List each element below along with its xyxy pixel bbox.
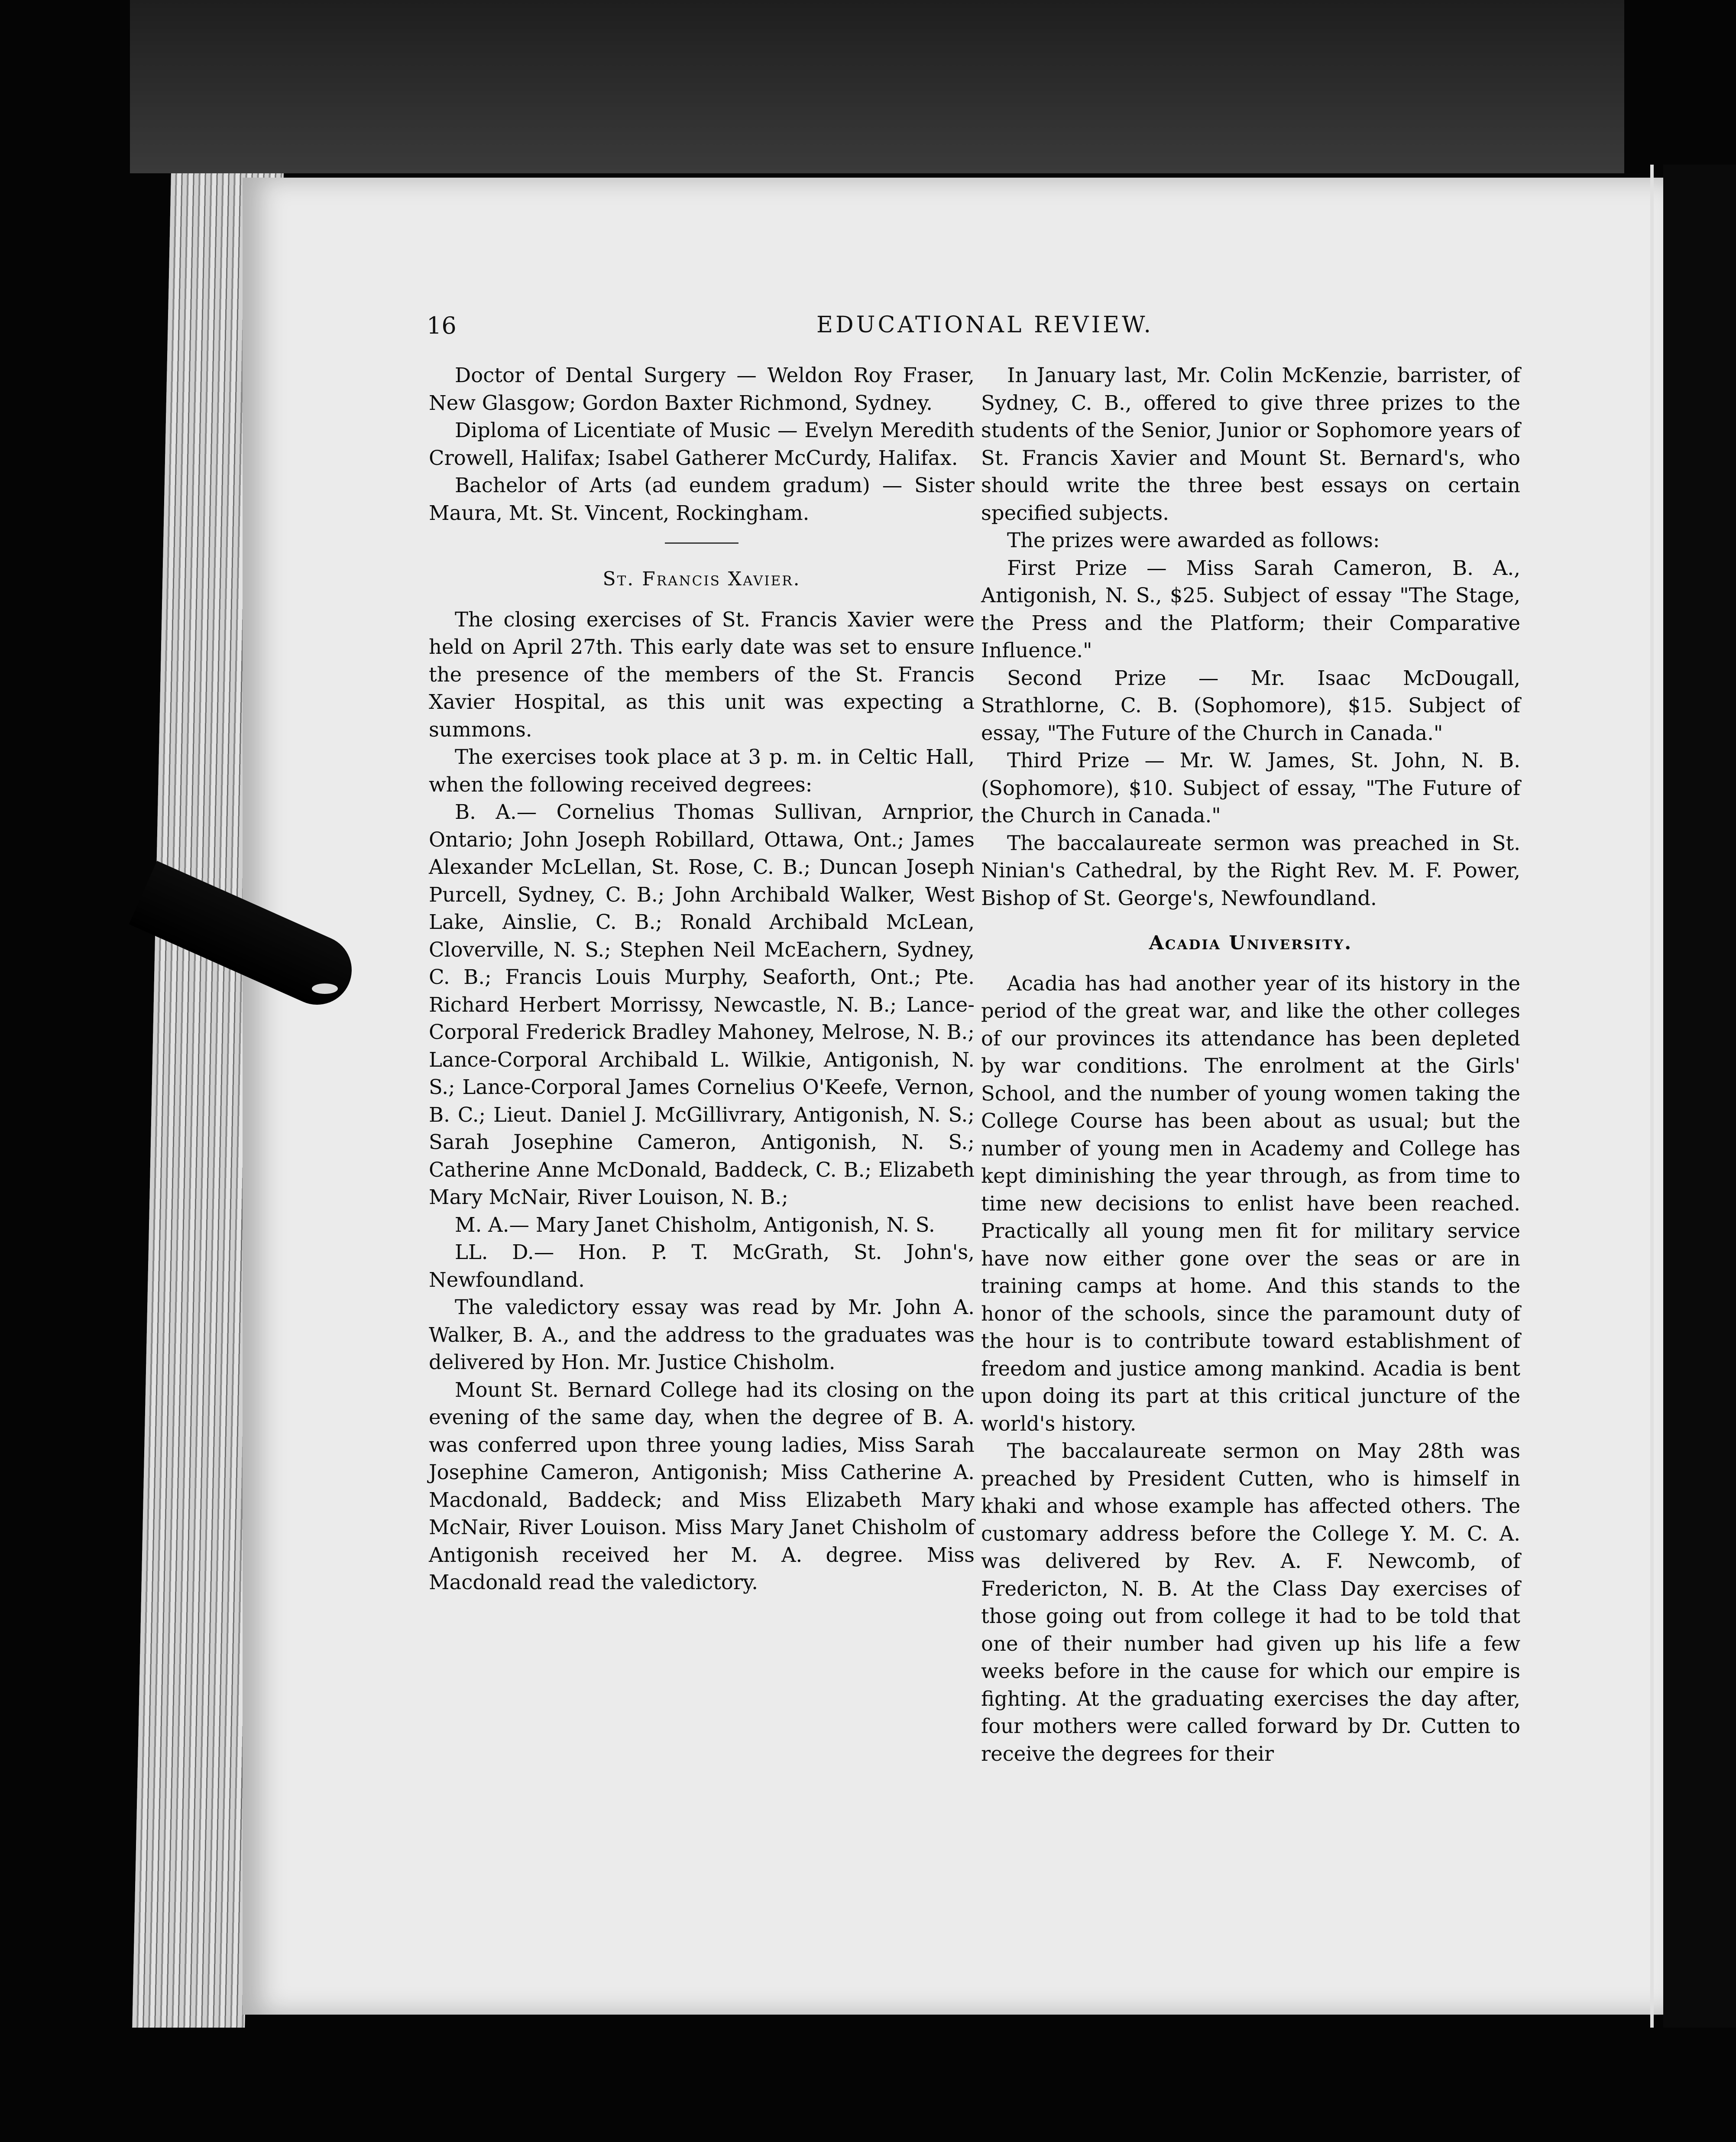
paragraph: Third Prize — Mr. W. James, St. John, N. B. (Sophomore), $10. Subject of essay, "The Future of the Church in Canada." [981, 749, 1520, 827]
paragraph: First Prize — Miss Sarah Cameron, B. A., Antigonish, N. S., $25. Subject of essay "The Stage, the Press and the Platform; their Comparative Influence." [981, 556, 1520, 662]
paragraph: Mount St. Bernard College had its closing on the evening of the same day, when the degree of B. A. was conferred upon three young ladies, Miss Sarah Josephine Cameron, Antigonish; Miss Catherine A. Macdonald, Baddeck; and Miss Elizabeth Mary McNair, River Louison. Miss Mary Janet Chisholm of Antigonish received her M. A. degree. Miss Macdonald read the valedictory. [429, 1378, 975, 1594]
section-divider [665, 542, 738, 544]
paragraph: Second Prize — Mr. Isaac McDougall, Strathlorne, C. B. (Sophomore), $15. Subject of essay, "The Future of the Church in Canada." [981, 666, 1520, 745]
paragraph: The valedictory essay was read by Mr. John A. Walker, B. A., and the address to the graduates was delivered by Hon. Mr. Justice Chisholm. [429, 1295, 975, 1374]
paragraph: In January last, Mr. Colin McKenzie, barrister, of Sydney, C. B., offered to give three prizes to the students of the Senior, Junior or Sophomore years of St. Francis Xavier and Mount St. Bernard's, who should write the three best essays on certain specified subjects. [981, 363, 1520, 525]
facing-page-edge [1650, 165, 1654, 2028]
paragraph: B. A.— Cornelius Thomas Sullivan, Arnprior, Ontario; John Joseph Robillard, Ottawa, Ont.; James Alexander McLellan, St. Rose, C. B.; Duncan Joseph Purcell, Sydney, C. B.; John Archibald Walker, West Lake, Ainslie, C. B.; Ronald Archibald McLean, Cloverville, N. S.; Stephen Neil McEachern, Sydney, C. B.; Francis Louis Murphy, Seaforth, Ont.; Pte. Richard Herbert Morrissy, Newcastle, N. B.; Lance-Corporal Frederick Bradley Mahoney, Melrose, N. B.; Lance-Corporal Archibald L. Wilkie, Antigonish, N. S.; Lance-Corporal James Cornelius O'Keefe, Vernon, B. C.; Lieut. Daniel J. McGillivrary, Antigonish, N. S.; Sarah Josephine Cameron, Antigonish, N. S.; Catherine Anne McDonald, Baddeck, C. B.; Elizabeth Mary McNair, River Louison, N. B.; [429, 800, 975, 1209]
paragraph: Doctor of Dental Surgery — Weldon Roy Fraser, New Glasgow; Gordon Baxter Richmond, Sydney. [429, 363, 975, 415]
paragraph: The baccalaureate sermon on May 28th was preached by President Cutten, who is himself in khaki and whose example has affected others. The customary address before the College Y. M. C. A. was delivered by Rev. A. F. Newcomb, of Fredericton, N. B. At the Class Day exercises of those going out from college it had to be told that one of their number had given up his life a few weeks before in the cause for which our empire is fighting. At the graduating exercises the day after, four mothers were called forward by Dr. Cutten to receive the degrees for their [981, 1439, 1520, 1766]
paragraph: The baccalaureate sermon was preached in St. Ninian's Cathedral, by the Right Rev. M. F. Power, Bishop of St. George's, Newfoundland. [981, 831, 1520, 910]
paragraph: Acadia has had another year of its history in the period of the great war, and like the other colleges of our provinces its attendance has been depleted by war conditions. The enrolment at the Girls' School, and the number of young women taking the College Course has been about as usual; but the number of young men in Academy and College has kept diminishing the year through, as from time to time new decisions to enlist have been reached. Practically all young men fit for military service have now either gone over the seas or are in training camps at home. And this stands to the honor of the schools, since the paramount duty of the hour is to contribute toward establishment of freedom and justice among mankind. Acadia is bent upon doing its part at this critical juncture of the world's history. [981, 971, 1520, 1435]
paragraph: The closing exercises of St. Francis Xavier were held on April 27th. This early date was set to ensure the presence of the members of the St. Francis Xavier Hospital, as this unit was expecting a summons. [429, 607, 975, 741]
pen-highlight [312, 983, 338, 994]
right-column [981, 362, 1520, 1768]
paragraph: Diploma of Licentiate of Music — Evelyn Meredith Crowell, Halifax; Isabel Gatherer McCurdy, Halifax. [429, 419, 975, 470]
page-number: 16 [427, 312, 457, 339]
paragraph: The exercises took place at 3 p. m. in Celtic Hall, when the following received degrees: [429, 745, 975, 796]
left-column [429, 362, 975, 1597]
section-heading: St. Francis Xavier. [602, 568, 801, 590]
paragraph: Bachelor of Arts (ad eundem gradum) — Sister Maura, Mt. St. Vincent, Rockingham. [429, 474, 975, 525]
section-heading: Acadia University. [1149, 932, 1353, 954]
paragraph: M. A.— Mary Janet Chisholm, Antigonish, N. S. [455, 1213, 935, 1237]
running-title: EDUCATIONAL REVIEW. [816, 312, 1153, 338]
page-header [427, 312, 1509, 347]
scan-top-margin [130, 0, 1624, 173]
paragraph: The prizes were awarded as follows: [1007, 529, 1380, 552]
scan-right-margin [1663, 165, 1736, 2028]
paragraph: LL. D.— Hon. P. T. McGrath, St. John's, Newfoundland. [429, 1240, 975, 1292]
